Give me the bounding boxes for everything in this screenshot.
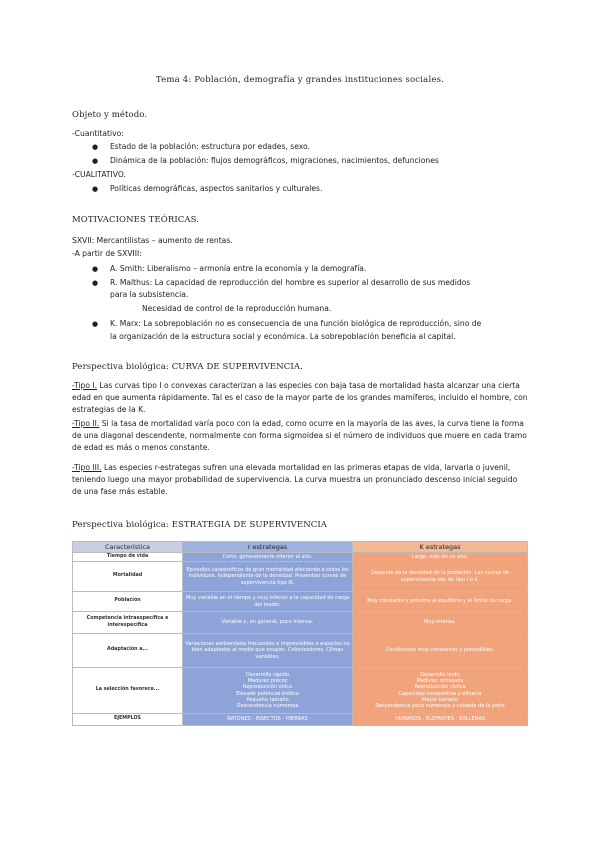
heading-curva: Perspectiva biológica: CURVA DE SUPERVIVENCIA.: [72, 362, 303, 372]
r-cell: RATONES - INSECTOS - HIERBAS: [183, 714, 353, 726]
list-item: K. Marx: La sobrepoblación no es consecuencia de una función biológica de reproducción, sino de: [110, 319, 482, 328]
bullet-icon: ●: [92, 265, 99, 273]
paragraph-tipo3: [72, 462, 528, 498]
table-row: [73, 612, 528, 634]
tipo1-text: Las curvas tipo I o convexas caracterizan a las especies con baja tasa de mortalidad hasta alcanzar una cierta edad en que aumenta rápidamente. Tal es el caso de la mayor parte de los grandes mamíferos, incluido el hombre, con estrategias de la K.: [72, 381, 528, 414]
bullet-icon: ●: [92, 185, 99, 193]
paragraph-tipo1: [72, 380, 528, 416]
k-trait: Reproducción cíclica: [414, 684, 466, 691]
k-trait: Madurez retrasada: [416, 678, 464, 685]
heading-motivaciones: MOTIVACIONES TEÓRICAS.: [72, 215, 200, 225]
row-label: Tiempo de vida: [73, 553, 183, 562]
cualitativo-label: -CUALITATIVO.: [72, 170, 126, 179]
row-label: La selección favorece...: [73, 668, 183, 714]
list-item: A. Smith: Liberalismo – armonía entre la economía y la demografía.: [110, 264, 367, 273]
k-cell: [353, 668, 528, 714]
tipo2-text: Si la tasa de mortalidad varía poco con la edad, como ocurre en la mayoría de las aves, la curva tiene la forma de una diagonal descendente, normalmente con forma sigmoidea si el número de individuos que muere en cada tramo de edad es más o menos constante.: [72, 419, 527, 452]
table-row: [73, 553, 528, 562]
table-row: [73, 592, 528, 612]
row-label: Adaptación a...: [73, 634, 183, 668]
r-trait: Elevado potencial biótico: [236, 690, 299, 697]
text-line: SXVII: Mercantilistas – aumento de rentas.: [72, 236, 233, 245]
row-label: EJEMPLOS: [73, 714, 183, 726]
row-label: Mortalidad: [73, 562, 183, 592]
list-item-cont: para la subsistencia.: [110, 290, 189, 299]
tipo1-label: -Tipo I.: [72, 381, 98, 390]
r-cell: [183, 668, 353, 714]
r-trait: Reproducción única: [242, 684, 293, 691]
r-trait: Desarrollo rápido: [246, 671, 289, 678]
tipo3-label: -Tipo III.: [72, 463, 102, 472]
bullet-icon: ●: [92, 157, 99, 165]
list-item-cont: Necesidad de control de la reproducción humana.: [142, 304, 332, 313]
k-cell: HUMANOS - ELEFANTES - BALLENAS: [353, 714, 528, 726]
table-row: [73, 668, 528, 714]
list-item: R. Malthus: La capacidad de reproducción del hombre es superior al desarrollo de sus medidos: [110, 278, 471, 287]
col-header: Característica: [73, 542, 183, 553]
page-title: Tema 4: Población, demografía y grandes instituciones sociales.: [155, 75, 445, 85]
r-cell: Corto, generalmente inferior al año.: [183, 553, 353, 562]
r-trait: Madurez precoz: [247, 678, 288, 685]
r-trait: Pequeño tamaño: [246, 696, 289, 703]
row-label: Población: [73, 592, 183, 612]
list-item: Políticas demográficas, aspectos sanitarios y culturales.: [110, 184, 323, 193]
table-header-row: [73, 542, 528, 553]
tipo2-label: -Tipo II.: [72, 419, 100, 428]
r-cell: Variable y, en general, poco intensa.: [183, 612, 353, 634]
bullet-icon: ●: [92, 320, 99, 328]
k-trait: Desarrollo lento: [420, 671, 460, 678]
list-item-cont: la organización de la estructura social y económica. La sobrepoblación beneficia al capital.: [110, 332, 456, 341]
r-cell: Muy variable en el tiempo y muy inferior a la capacidad de carga del medio.: [183, 592, 353, 612]
k-trait: Capacidad competitiva y eficacia: [398, 690, 482, 697]
table-row: [73, 634, 528, 668]
k-cell: Condiciones muy constantes y precedibles.: [353, 634, 528, 668]
r-cell: Episodios catastróficos de gran mortalidad afectando a todos los individuos. Independiente de la densidad. Presentan curvas de supervivencia tipo III.: [183, 562, 353, 592]
tipo3-text: Las especies r-estrategas sufren una elevada mortalidad en las primeras etapas de vida, larvaria o juvenil, teniendo luego una mayor probabilidad de supervivencia. La curva muestra un pronunciado descenso inicial seguido de una fase más estable.: [72, 463, 518, 496]
k-cell: Depende de la densidad de la población. Las curvas de supervivencia son de tipo I ó II.: [353, 562, 528, 592]
heading-objeto: Objeto y método.: [72, 110, 148, 120]
k-trait: Descendencia poco numerosa y cuidada de la prole: [375, 702, 505, 709]
text-line: -A partir de SXVIII:: [72, 249, 142, 258]
k-trait: Mayor tamaño: [421, 696, 459, 703]
r-cell: Variaciones ambientales frecuentes e imprevisibles o espacios no bien adaptados al medio que ocupan. Colonizadores. Climas variables.: [183, 634, 353, 668]
table-row: [73, 714, 528, 726]
k-cell: Muy intensa.: [353, 612, 528, 634]
bullet-icon: ●: [92, 143, 99, 151]
r-trait: Descendencia numerosa: [236, 702, 299, 709]
list-item: Dinámica de la población: flujos demográficos, migraciones, nacimientos, defunciones: [110, 156, 439, 165]
heading-estrategia: Perspectiva biológica: ESTRATEGIA DE SUPERVIVENCIA: [72, 520, 328, 530]
col-header: r estrategas: [183, 542, 353, 553]
strategy-table: [72, 541, 528, 726]
k-cell: Muy constante y próxima al equilibrio y al límite de carga.: [353, 592, 528, 612]
table-row: [73, 562, 528, 592]
list-item: Estado de la población: estructura por edades, sexo.: [110, 142, 310, 151]
k-cell: Largo, más de un año.: [353, 553, 528, 562]
bullet-icon: ●: [92, 279, 99, 287]
row-label: Competencia intraespecífica e interespecífica: [73, 612, 183, 634]
cuantitativo-label: -Cuantitativo:: [72, 129, 124, 138]
paragraph-tipo2: [72, 418, 528, 454]
col-header: K estrategas: [353, 542, 528, 553]
